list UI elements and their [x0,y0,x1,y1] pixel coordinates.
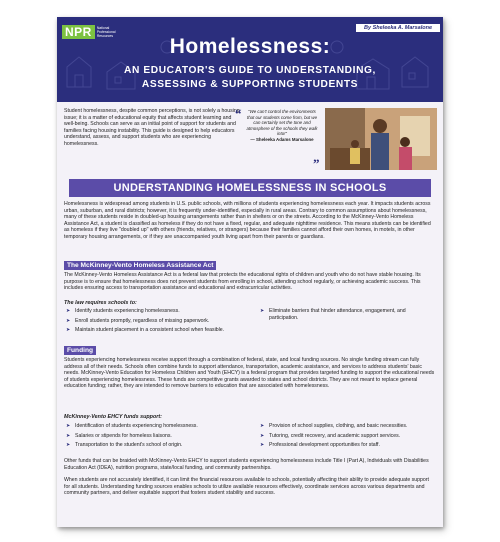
author-byline: By Sheleeka A. Marsalone [356,24,440,32]
page-title: Homelessness: [169,35,331,58]
page-subtitle-line1: AN EDUCATOR'S GUIDE TO UNDERSTANDING, [124,65,376,76]
ehcy-funds-list-right [260,423,436,452]
list-item: ➤ Identify students experiencing homelessness. [66,308,256,315]
header-banner [57,17,443,102]
pull-quote-text: "We can't control the environments that our students come from, but we can certainly set the tone and atmosphere of the schools they walk into!" [246,109,318,136]
law-requirements-list-right [260,308,436,324]
section-band-understanding: UNDERSTANDING HOMELESSNESS IN SCHOOLS [69,179,431,197]
understanding-paragraph: Homelessness is widespread among students in U.S. public schools, with millions of students experiencing homelessness each year. It impacts students across urban, suburban, and rural districts; however, it is frequently under-identified, especially in rural areas. Contrary to common assumptions about homelessness, many of these students reside in doubled-up housing arrangements rather than in shelters or on the streets. According to the McKinney-Vento Homeless Assistance Act, a student is classified as homeless if they do not have a fixed, regular, and adequate nighttime residence. This means students can be identified as homeless if they live "doubled up" with others (friends, relatives, or strangers) because their families cannot afford their own homes, in motels, in other temporary housing arrangements, or if they are unaccompanied youth living apart from their parents or guardians. [64,201,431,240]
npr-logo-subtext: National Professional Resources [96,26,116,38]
law-requires-label: The law requires schools to: [64,300,137,306]
ehcy-funds-label: McKinney-Vento EHCY funds support: [64,414,162,420]
open-quote-icon: “ [235,106,242,121]
intro-paragraph: Student homelessness, despite common perceptions, is not solely a housing issue; it is a matter of educational equity that affects student learning and well-being. Schools can serve as an initial point of support for students and families facing housing instability. This guide is designed to help educators understand, assess, and support students who are experiencing homelessness. [64,108,240,147]
list-item: ➤ Enroll students promptly, regardless of missing paperwork. [66,318,256,325]
mckinney-vento-heading: The McKinney-Vento Homeless Assistance Act [64,261,216,270]
braided-funds-paragraph: Other funds that can be braided with McKinney-Vento EHCY to support students experiencing homelessness include Title I (Part A), Individuals with Disabilities Education Act (IDEA), nutrition programs, state/local funding, and community partnerships. [64,458,429,471]
pull-quote [244,109,320,142]
npr-logo-mark: NPR [62,25,95,39]
pull-quote-attribution: — Sheleeka Adams Marsalone [250,136,314,142]
list-item: ➤ Identification of students experiencing homelessness. [66,423,256,430]
page-subtitle-line2: ASSESSING & SUPPORTING STUDENTS [141,79,359,90]
teacher-student-photo [325,108,437,170]
list-item: ➤ Professional development opportunities for staff. [260,442,436,449]
list-item: ➤ Maintain student placement in a consistent school when feasible. [66,327,256,334]
identification-funding-paragraph: When students are not accurately identified, it can limit the financial resources available to schools, potentially affecting their ability to provide adequate support for all students. Understanding funding sources enables schools to utilize available resources effectively, coordinate services across various departments and community partners, and deliver equitable support that fosters student stability and success. [64,477,429,496]
list-item: ➤ Provision of school supplies, clothing, and basic necessities. [260,423,436,430]
mckinney-vento-paragraph: The McKinney-Vento Homeless Assistance Act is a federal law that protects the educational rights of children and youth who do not have stable housing. Its purpose is to ensure that homelessness does not prevent students from enrolling in school, attending school regularly, or achieving academic success. This includes ensuring access to transportation assistance and educational and extracurricular activities. [64,272,421,291]
funding-paragraph: Students experiencing homelessness receive support through a combination of federal, state, and local funding sources. No single funding stream can fully address all of their needs. Schools often combine funds to support attendance, transportation, academic assistance, and services to address students' basic needs. McKinney-Vento Education for Homeless Children and Youth (EHCY) is a federal program that provides targeted funding to support the educational needs of students experiencing homelessness. These funds are competitive grants awarded to states and school districts. They are not meant to replace general education funding; rather, they are intended to remove barriers to education that are associated with homelessness. [64,357,435,389]
ehcy-funds-list-left [66,423,256,452]
guide-sheet [57,17,443,527]
list-item: ➤ Tutoring, credit recovery, and academic support services. [260,433,436,440]
list-item: ➤ Eliminate barriers that hinder attendance, engagement, and participation. [260,308,436,321]
close-quote-icon: ” [313,156,320,171]
list-item: ➤ Salaries or stipends for homeless liaisons. [66,433,256,440]
list-item: ➤ Transportation to the student's school of origin. [66,442,256,449]
funding-heading: Funding [64,346,96,355]
law-requirements-list-left [66,308,256,337]
